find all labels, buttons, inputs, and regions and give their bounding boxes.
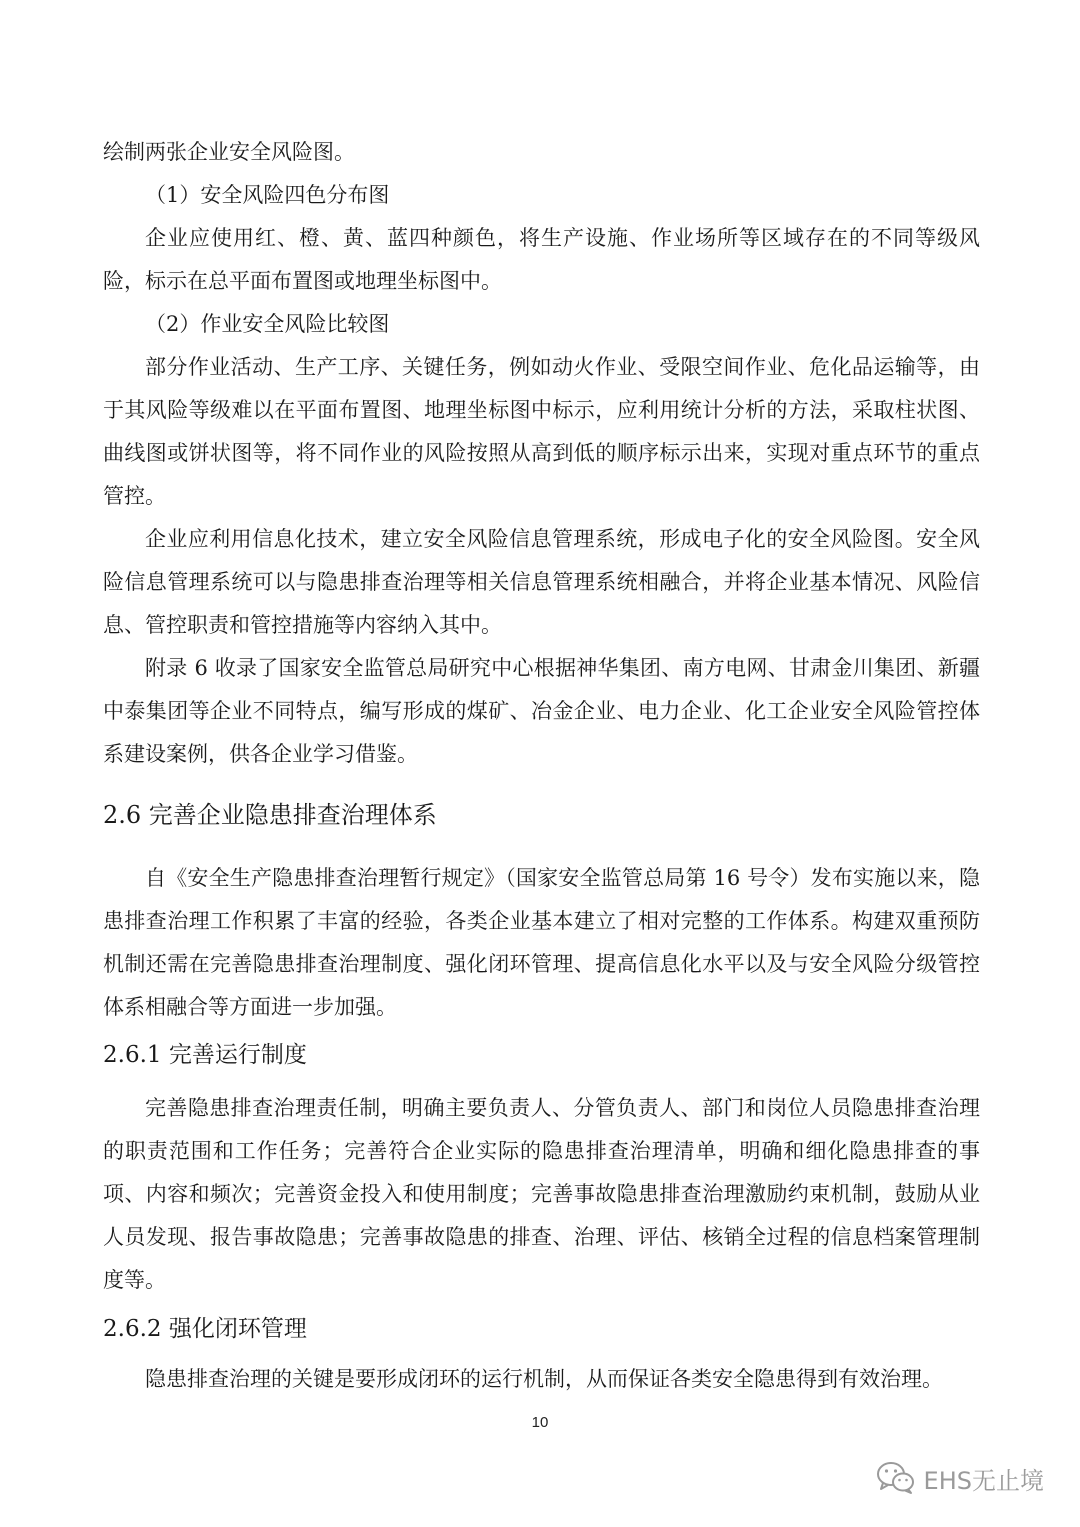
heading-2-6: 2.6 完善企业隐患排查治理体系	[103, 801, 437, 829]
page-number: 10	[531, 1414, 549, 1431]
list-item-four-color-map: （1）安全风险四色分布图	[145, 183, 390, 207]
paragraph-appendix: 附录 6 收录了国家安全监管总局研究中心根据神华集团、南方电网、甘肃金川集团、新疆中泰集团等企业不同特点，编写形成的煤矿、冶金企业、电力企业、化工企业安全风险管控体系建设案例，供各企业学习借鉴。	[103, 656, 980, 766]
heading-2-6-2: 2.6.2 强化闭环管理	[103, 1316, 307, 1342]
paragraph-section-2-6-1: 完善隐患排查治理责任制，明确主要负责人、分管负责人、部门和岗位人员隐患排查治理的职责范围和工作任务；完善符合企业实际的隐患排查治理清单，明确和细化隐患排查的事项、内容和频次；完善资金投入和使用制度；完善事故隐患排查治理激励约束机制，鼓励从业人员发现、报告事故隐患；完善事故隐患的排查、治理、评估、核销全过程的信息档案管理制度等。	[103, 1096, 980, 1292]
paragraph-section-2-6-intro: 自《安全生产隐患排查治理暂行规定》（国家安全监管总局第 16 号令）发布实施以来，隐患排查治理工作积累了丰富的经验，各类企业基本建立了相对完整的工作体系。构建双重预防机制还需在完善隐患排查治理制度、强化闭环管理、提高信息化水平以及与安全风险分级管控体系相融合等方面进一步加强。	[103, 866, 980, 1019]
heading-2-6-1: 2.6.1 完善运行制度	[103, 1042, 307, 1068]
wechat-icon	[876, 1460, 916, 1496]
paragraph-info-system: 企业应利用信息化技术，建立安全风险信息管理系统，形成电子化的安全风险图。安全风险信息管理系统可以与隐患排查治理等相关信息管理系统相融合，并将企业基本情况、风险信息、管控职责和管控措施等内容纳入其中。	[103, 527, 980, 637]
watermark	[876, 1458, 1044, 1498]
watermark-text: EHS无止境	[923, 1466, 1044, 1495]
list-item-comparison-chart: （2）作业安全风险比较图	[145, 312, 390, 336]
paragraph-continuation: 绘制两张企业安全风险图。	[103, 140, 355, 164]
paragraph-comparison-desc: 部分作业活动、生产工序、关键任务，例如动火作业、受限空间作业、危化品运输等，由于其风险等级难以在平面布置图、地理坐标图中标示，应利用统计分析的方法，采取柱状图、曲线图或饼状图等，将不同作业的风险按照从高到低的顺序标示出来，实现对重点环节的重点管控。	[103, 355, 980, 508]
paragraph-four-color-desc: 企业应使用红、橙、黄、蓝四种颜色，将生产设施、作业场所等区域存在的不同等级风险，标示在总平面布置图或地理坐标图中。	[103, 226, 980, 293]
paragraph-section-2-6-2: 隐患排查治理的关键是要形成闭环的运行机制，从而保证各类安全隐患得到有效治理。	[145, 1367, 943, 1391]
